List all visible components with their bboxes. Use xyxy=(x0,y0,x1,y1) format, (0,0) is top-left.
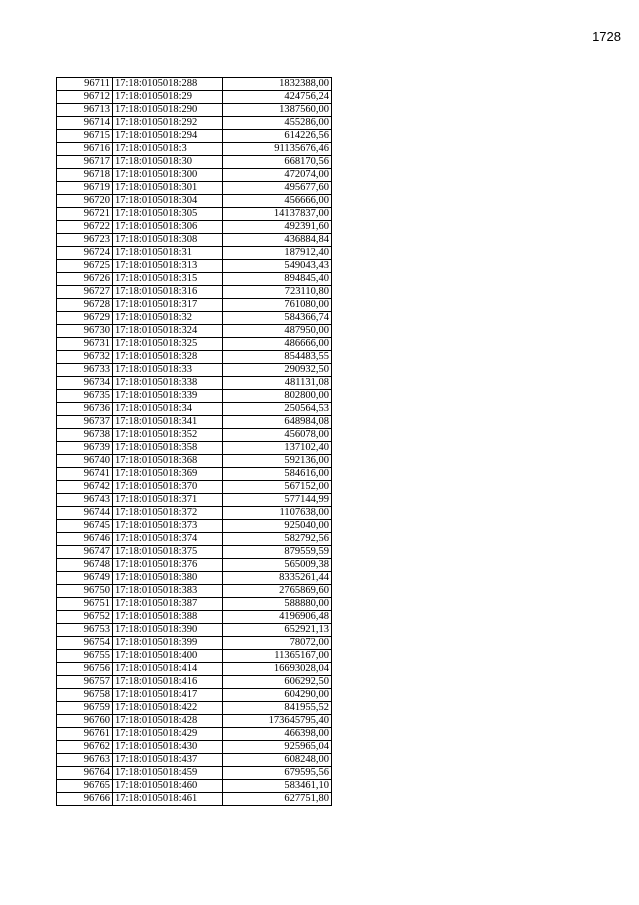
cadastral-value-cell: 567152,00 xyxy=(223,481,332,494)
cadastral-value-cell: 925040,00 xyxy=(223,520,332,533)
row-number-cell: 96746 xyxy=(57,533,113,546)
cadastral-value-cell: 925965,04 xyxy=(223,741,332,754)
table-row xyxy=(57,130,332,143)
table-row xyxy=(57,338,332,351)
cadastral-value-cell: 456666,00 xyxy=(223,195,332,208)
cadastral-value-cell: 854483,55 xyxy=(223,351,332,364)
cadastral-value-cell: 582792,56 xyxy=(223,533,332,546)
cadastral-number-cell: 17:18:0105018:368 xyxy=(113,455,223,468)
cadastral-number-cell: 17:18:0105018:324 xyxy=(113,325,223,338)
cadastral-number-cell: 17:18:0105018:313 xyxy=(113,260,223,273)
table-row xyxy=(57,390,332,403)
cadastral-value-cell: 14137837,00 xyxy=(223,208,332,221)
cadastral-number-cell: 17:18:0105018:388 xyxy=(113,611,223,624)
cadastral-value-cell: 894845,40 xyxy=(223,273,332,286)
cadastral-number-cell: 17:18:0105018:422 xyxy=(113,702,223,715)
row-number-cell: 96748 xyxy=(57,559,113,572)
cadastral-number-cell: 17:18:0105018:305 xyxy=(113,208,223,221)
cadastral-value-cell: 627751,80 xyxy=(223,793,332,806)
row-number-cell: 96718 xyxy=(57,169,113,182)
cadastral-value-cell: 577144,99 xyxy=(223,494,332,507)
row-number-cell: 96762 xyxy=(57,741,113,754)
cadastral-value-cell: 584366,74 xyxy=(223,312,332,325)
cadastral-value-cell: 608248,00 xyxy=(223,754,332,767)
cadastral-value-cell: 652921,13 xyxy=(223,624,332,637)
table-row xyxy=(57,611,332,624)
cadastral-value-cell: 11365167,00 xyxy=(223,650,332,663)
table-row xyxy=(57,559,332,572)
cadastral-number-cell: 17:18:0105018:306 xyxy=(113,221,223,234)
table-row xyxy=(57,663,332,676)
cadastral-value-cell: 1107638,00 xyxy=(223,507,332,520)
table-row xyxy=(57,299,332,312)
row-number-cell: 96712 xyxy=(57,91,113,104)
table-row xyxy=(57,585,332,598)
table-row xyxy=(57,312,332,325)
row-number-cell: 96723 xyxy=(57,234,113,247)
table-row xyxy=(57,676,332,689)
row-number-cell: 96737 xyxy=(57,416,113,429)
row-number-cell: 96716 xyxy=(57,143,113,156)
cadastral-value-cell: 466398,00 xyxy=(223,728,332,741)
row-number-cell: 96711 xyxy=(57,78,113,91)
row-number-cell: 96743 xyxy=(57,494,113,507)
table-row xyxy=(57,169,332,182)
table-row xyxy=(57,325,332,338)
row-number-cell: 96724 xyxy=(57,247,113,260)
cadastral-number-cell: 17:18:0105018:294 xyxy=(113,130,223,143)
table-row xyxy=(57,351,332,364)
cadastral-value-cell: 604290,00 xyxy=(223,689,332,702)
cadastral-value-cell: 456078,00 xyxy=(223,429,332,442)
cadastral-value-cell: 723110,80 xyxy=(223,286,332,299)
cadastral-value-cell: 841955,52 xyxy=(223,702,332,715)
table-row xyxy=(57,728,332,741)
cadastral-value-cell: 761080,00 xyxy=(223,299,332,312)
row-number-cell: 96738 xyxy=(57,429,113,442)
cadastral-value-cell: 588880,00 xyxy=(223,598,332,611)
cadastral-number-cell: 17:18:0105018:290 xyxy=(113,104,223,117)
table-row xyxy=(57,208,332,221)
cadastral-number-cell: 17:18:0105018:399 xyxy=(113,637,223,650)
row-number-cell: 96733 xyxy=(57,364,113,377)
cadastral-value-cell: 472074,00 xyxy=(223,169,332,182)
row-number-cell: 96717 xyxy=(57,156,113,169)
cadastral-number-cell: 17:18:0105018:460 xyxy=(113,780,223,793)
cadastral-number-cell: 17:18:0105018:387 xyxy=(113,598,223,611)
cadastral-number-cell: 17:18:0105018:374 xyxy=(113,533,223,546)
row-number-cell: 96755 xyxy=(57,650,113,663)
row-number-cell: 96758 xyxy=(57,689,113,702)
cadastral-number-cell: 17:18:0105018:301 xyxy=(113,182,223,195)
cadastral-value-cell: 16693028,04 xyxy=(223,663,332,676)
table-row xyxy=(57,546,332,559)
row-number-cell: 96713 xyxy=(57,104,113,117)
cadastral-value-cell: 648984,08 xyxy=(223,416,332,429)
page-number: 1728 xyxy=(592,29,621,44)
cadastral-number-cell: 17:18:0105018:358 xyxy=(113,442,223,455)
row-number-cell: 96732 xyxy=(57,351,113,364)
cadastral-number-cell: 17:18:0105018:300 xyxy=(113,169,223,182)
cadastral-number-cell: 17:18:0105018:428 xyxy=(113,715,223,728)
table-row xyxy=(57,156,332,169)
cadastral-value-cell: 583461,10 xyxy=(223,780,332,793)
cadastral-value-cell: 250564,53 xyxy=(223,403,332,416)
row-number-cell: 96729 xyxy=(57,312,113,325)
row-number-cell: 96715 xyxy=(57,130,113,143)
cadastral-number-cell: 17:18:0105018:370 xyxy=(113,481,223,494)
table-row xyxy=(57,468,332,481)
cadastral-number-cell: 17:18:0105018:31 xyxy=(113,247,223,260)
row-number-cell: 96720 xyxy=(57,195,113,208)
cadastral-value-cell: 455286,00 xyxy=(223,117,332,130)
cadastral-value-cell: 424756,24 xyxy=(223,91,332,104)
cadastral-value-cell: 4196906,48 xyxy=(223,611,332,624)
cadastral-number-cell: 17:18:0105018:30 xyxy=(113,156,223,169)
table-row xyxy=(57,182,332,195)
cadastral-number-cell: 17:18:0105018:375 xyxy=(113,546,223,559)
cadastral-value-cell: 1387560,00 xyxy=(223,104,332,117)
table-row xyxy=(57,403,332,416)
cadastral-value-cell: 481131,08 xyxy=(223,377,332,390)
cadastral-value-cell: 592136,00 xyxy=(223,455,332,468)
row-number-cell: 96740 xyxy=(57,455,113,468)
table-row xyxy=(57,689,332,702)
cadastral-number-cell: 17:18:0105018:383 xyxy=(113,585,223,598)
cadastral-number-cell: 17:18:0105018:339 xyxy=(113,390,223,403)
cadastral-value-cell: 679595,56 xyxy=(223,767,332,780)
cadastral-value-cell: 290932,50 xyxy=(223,364,332,377)
cadastral-number-cell: 17:18:0105018:417 xyxy=(113,689,223,702)
row-number-cell: 96752 xyxy=(57,611,113,624)
table-row xyxy=(57,260,332,273)
cadastral-value-cell: 549043,43 xyxy=(223,260,332,273)
cadastral-number-cell: 17:18:0105018:304 xyxy=(113,195,223,208)
cadastral-value-cell: 78072,00 xyxy=(223,637,332,650)
cadastral-number-cell: 17:18:0105018:416 xyxy=(113,676,223,689)
cadastral-number-cell: 17:18:0105018:400 xyxy=(113,650,223,663)
table-row xyxy=(57,143,332,156)
row-number-cell: 96734 xyxy=(57,377,113,390)
table-row xyxy=(57,507,332,520)
row-number-cell: 96759 xyxy=(57,702,113,715)
table-row xyxy=(57,104,332,117)
row-number-cell: 96765 xyxy=(57,780,113,793)
cadastral-number-cell: 17:18:0105018:33 xyxy=(113,364,223,377)
table-row xyxy=(57,377,332,390)
cadastral-value-cell: 137102,40 xyxy=(223,442,332,455)
table-row xyxy=(57,520,332,533)
cadastral-value-cell: 879559,59 xyxy=(223,546,332,559)
row-number-cell: 96751 xyxy=(57,598,113,611)
table-row xyxy=(57,117,332,130)
cadastral-number-cell: 17:18:0105018:288 xyxy=(113,78,223,91)
cadastral-value-cell: 187912,40 xyxy=(223,247,332,260)
table-row xyxy=(57,455,332,468)
table-row xyxy=(57,533,332,546)
table-row xyxy=(57,195,332,208)
table-row xyxy=(57,702,332,715)
row-number-cell: 96735 xyxy=(57,390,113,403)
cadastral-value-cell: 614226,56 xyxy=(223,130,332,143)
cadastral-number-cell: 17:18:0105018:316 xyxy=(113,286,223,299)
row-number-cell: 96742 xyxy=(57,481,113,494)
table-row xyxy=(57,767,332,780)
row-number-cell: 96721 xyxy=(57,208,113,221)
row-number-cell: 96727 xyxy=(57,286,113,299)
cadastral-number-cell: 17:18:0105018:34 xyxy=(113,403,223,416)
table-row xyxy=(57,221,332,234)
row-number-cell: 96739 xyxy=(57,442,113,455)
row-number-cell: 96744 xyxy=(57,507,113,520)
row-number-cell: 96731 xyxy=(57,338,113,351)
cadastral-number-cell: 17:18:0105018:315 xyxy=(113,273,223,286)
table-row xyxy=(57,637,332,650)
table-row xyxy=(57,598,332,611)
cadastral-number-cell: 17:18:0105018:430 xyxy=(113,741,223,754)
cadastral-value-table xyxy=(56,77,332,806)
cadastral-number-cell: 17:18:0105018:29 xyxy=(113,91,223,104)
cadastral-number-cell: 17:18:0105018:429 xyxy=(113,728,223,741)
cadastral-value-cell: 436884,84 xyxy=(223,234,332,247)
table-row xyxy=(57,286,332,299)
cadastral-number-cell: 17:18:0105018:328 xyxy=(113,351,223,364)
cadastral-value-cell: 91135676,46 xyxy=(223,143,332,156)
table-row xyxy=(57,624,332,637)
row-number-cell: 96747 xyxy=(57,546,113,559)
cadastral-value-cell: 1832388,00 xyxy=(223,78,332,91)
row-number-cell: 96763 xyxy=(57,754,113,767)
cadastral-number-cell: 17:18:0105018:380 xyxy=(113,572,223,585)
cadastral-number-cell: 17:18:0105018:352 xyxy=(113,429,223,442)
cadastral-number-cell: 17:18:0105018:32 xyxy=(113,312,223,325)
cadastral-value-cell: 565009,38 xyxy=(223,559,332,572)
cadastral-number-cell: 17:18:0105018:317 xyxy=(113,299,223,312)
table-row xyxy=(57,442,332,455)
cadastral-value-cell: 486666,00 xyxy=(223,338,332,351)
row-number-cell: 96725 xyxy=(57,260,113,273)
row-number-cell: 96753 xyxy=(57,624,113,637)
cadastral-number-cell: 17:18:0105018:376 xyxy=(113,559,223,572)
cadastral-number-cell: 17:18:0105018:390 xyxy=(113,624,223,637)
row-number-cell: 96719 xyxy=(57,182,113,195)
table-row xyxy=(57,650,332,663)
table-row xyxy=(57,572,332,585)
table-row xyxy=(57,234,332,247)
row-number-cell: 96714 xyxy=(57,117,113,130)
cadastral-number-cell: 17:18:0105018:338 xyxy=(113,377,223,390)
cadastral-value-cell: 668170,56 xyxy=(223,156,332,169)
table-row xyxy=(57,364,332,377)
cadastral-value-cell: 492391,60 xyxy=(223,221,332,234)
row-number-cell: 96745 xyxy=(57,520,113,533)
row-number-cell: 96750 xyxy=(57,585,113,598)
table-row xyxy=(57,715,332,728)
cadastral-number-cell: 17:18:0105018:308 xyxy=(113,234,223,247)
row-number-cell: 96754 xyxy=(57,637,113,650)
cadastral-number-cell: 17:18:0105018:461 xyxy=(113,793,223,806)
row-number-cell: 96722 xyxy=(57,221,113,234)
table-row xyxy=(57,741,332,754)
table-row xyxy=(57,247,332,260)
cadastral-value-cell: 2765869,60 xyxy=(223,585,332,598)
table-row xyxy=(57,91,332,104)
cadastral-number-cell: 17:18:0105018:437 xyxy=(113,754,223,767)
cadastral-value-cell: 173645795,40 xyxy=(223,715,332,728)
table-row xyxy=(57,494,332,507)
row-number-cell: 96760 xyxy=(57,715,113,728)
row-number-cell: 96726 xyxy=(57,273,113,286)
row-number-cell: 96736 xyxy=(57,403,113,416)
row-number-cell: 96749 xyxy=(57,572,113,585)
row-number-cell: 96757 xyxy=(57,676,113,689)
cadastral-value-cell: 802800,00 xyxy=(223,390,332,403)
table-row xyxy=(57,429,332,442)
cadastral-value-cell: 8335261,44 xyxy=(223,572,332,585)
table-row xyxy=(57,780,332,793)
cadastral-number-cell: 17:18:0105018:459 xyxy=(113,767,223,780)
cadastral-number-cell: 17:18:0105018:341 xyxy=(113,416,223,429)
cadastral-number-cell: 17:18:0105018:372 xyxy=(113,507,223,520)
cadastral-number-cell: 17:18:0105018:369 xyxy=(113,468,223,481)
cadastral-value-cell: 584616,00 xyxy=(223,468,332,481)
cadastral-number-cell: 17:18:0105018:3 xyxy=(113,143,223,156)
cadastral-number-cell: 17:18:0105018:373 xyxy=(113,520,223,533)
row-number-cell: 96741 xyxy=(57,468,113,481)
cadastral-number-cell: 17:18:0105018:414 xyxy=(113,663,223,676)
row-number-cell: 96730 xyxy=(57,325,113,338)
cadastral-value-cell: 487950,00 xyxy=(223,325,332,338)
row-number-cell: 96761 xyxy=(57,728,113,741)
table-row xyxy=(57,793,332,806)
row-number-cell: 96766 xyxy=(57,793,113,806)
cadastral-value-cell: 606292,50 xyxy=(223,676,332,689)
table-row xyxy=(57,754,332,767)
table-row xyxy=(57,416,332,429)
cadastral-number-cell: 17:18:0105018:325 xyxy=(113,338,223,351)
table-row xyxy=(57,273,332,286)
table-body xyxy=(57,78,332,806)
table-row xyxy=(57,78,332,91)
cadastral-number-cell: 17:18:0105018:371 xyxy=(113,494,223,507)
row-number-cell: 96728 xyxy=(57,299,113,312)
cadastral-value-cell: 495677,60 xyxy=(223,182,332,195)
cadastral-number-cell: 17:18:0105018:292 xyxy=(113,117,223,130)
table-row xyxy=(57,481,332,494)
row-number-cell: 96764 xyxy=(57,767,113,780)
row-number-cell: 96756 xyxy=(57,663,113,676)
